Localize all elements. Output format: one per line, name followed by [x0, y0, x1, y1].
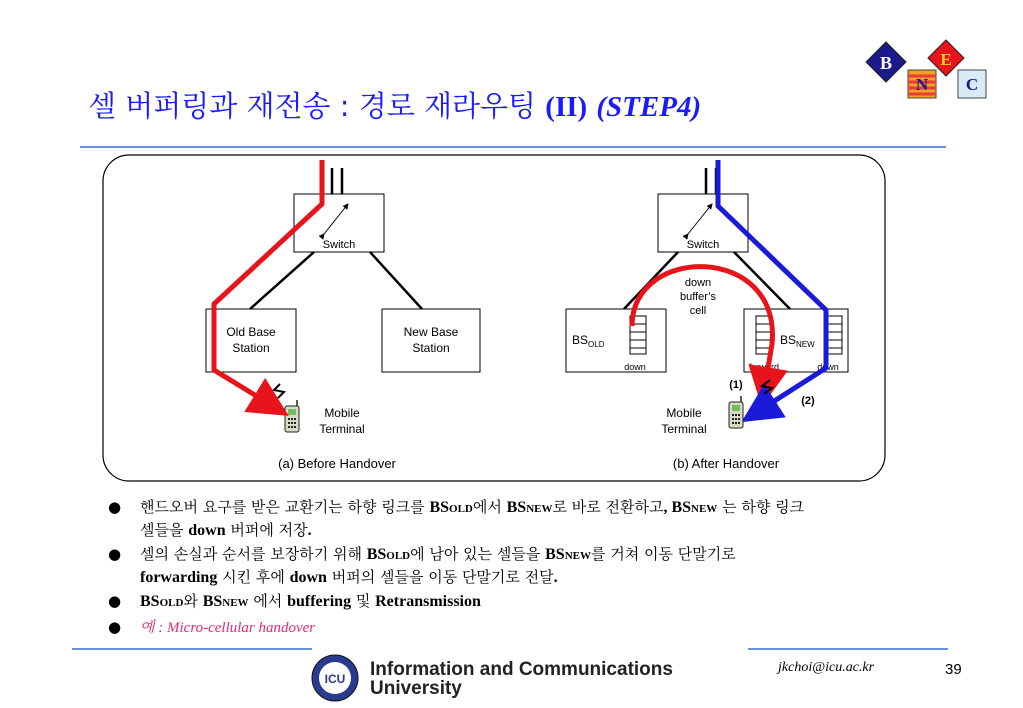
bnec-logo — [862, 36, 1002, 106]
bs-new-down-label: down — [817, 362, 839, 372]
bs-new-label: $BS_{NEW}$ — [780, 333, 815, 349]
footer-divider-right — [748, 648, 948, 650]
bs-old-label: $BS_{OLD}$ — [572, 333, 605, 349]
new-bs-label-line1: New Base — [403, 325, 459, 339]
mobile-terminal-label-b2: Terminal — [661, 422, 707, 436]
bs-new-forward-label: forward — [748, 362, 780, 372]
handover-diagram — [102, 154, 888, 484]
logo-letter-b: B — [879, 53, 893, 73]
title-part: (II) — [545, 91, 588, 123]
logo-box-c — [958, 70, 986, 98]
logo-letter-n: N — [915, 75, 929, 94]
mobile-terminal-icon-a — [285, 400, 299, 432]
page-number: 39 — [945, 661, 962, 678]
bullet-dot-icon: ● — [108, 592, 122, 610]
slide-title — [88, 84, 701, 125]
wireless-signal-a — [274, 384, 284, 398]
mobile-terminal-label-a2: Terminal — [319, 422, 365, 436]
author-email: jkchoi@icu.ac.kr — [778, 660, 875, 675]
panel-before-handover — [206, 160, 480, 471]
switch-label-a: Switch — [322, 239, 356, 251]
bullet-item-2: ● 셀의 손실과 순서를 보장하기 위해 BSOLD에 남아 있는 셀들을 BSNEW를 거쳐 이동 단말기로 forwarding 시킨 후에 down 버퍼의 셀들을 이동 단말기로 전달. — [108, 545, 736, 586]
university-name-line1: Information and Communications — [370, 659, 673, 680]
university-name-line2: University — [370, 678, 462, 699]
bullet-list — [108, 497, 958, 642]
mobile-terminal-icon-b — [729, 396, 743, 428]
mobile-terminal-label-a1: Mobile — [324, 406, 360, 420]
logo-box-n — [908, 70, 936, 98]
bullet-dot-icon: ● — [108, 498, 122, 516]
new-bs-label-line2: Station — [412, 341, 450, 355]
caption-after-handover: (b) After Handover — [672, 456, 780, 471]
icu-logo — [310, 653, 360, 703]
title-divider — [80, 146, 946, 148]
caption-before-handover: (a) Before Handover — [278, 456, 396, 471]
title-korean: 셀 버퍼링과 재전송 : 경로 재라우팅 — [88, 89, 546, 123]
footer-divider-left — [72, 648, 312, 650]
title-step: (STEP4) — [596, 91, 702, 123]
logo-letter-c: C — [965, 75, 979, 94]
bs-old-down-label: down — [624, 362, 646, 372]
buffer-note-line1: down — [684, 277, 712, 289]
logo-diamond-b — [866, 42, 906, 82]
buffer-note-line3: cell — [689, 305, 707, 317]
panel-after-handover — [566, 160, 848, 471]
logo-letter-e: E — [940, 50, 952, 69]
university-name — [370, 660, 673, 698]
step-1-label: (1) — [729, 379, 743, 391]
switch-label-b: Switch — [686, 239, 720, 251]
bullet-dot-icon: ● — [108, 618, 122, 636]
old-bs-label-line1: Old Base — [226, 325, 276, 339]
old-bs-label-line2: Station — [232, 341, 270, 355]
bullet-item-1: ● 핸드오버 요구를 받은 교환기는 하향 링크를 BSOLD에서 BSNEW로 바로 전환하고, BSNEW 는 하향 링크 셀들을 down 버퍼에 저장. — [108, 498, 805, 539]
bullet-dot-icon: ● — [108, 545, 122, 563]
mobile-terminal-label-b1: Mobile — [666, 406, 702, 420]
bullet-item-4: ● 예 : Micro-cellular handover — [108, 618, 316, 636]
step-2-label: (2) — [801, 395, 815, 407]
buffer-note-line2: buffer’s — [679, 291, 717, 303]
bullet-item-3: ● BSOLD와 BSNEW 에서 buffering 및 Retransmission — [108, 592, 481, 610]
icu-logo-text: ICU — [324, 672, 346, 686]
